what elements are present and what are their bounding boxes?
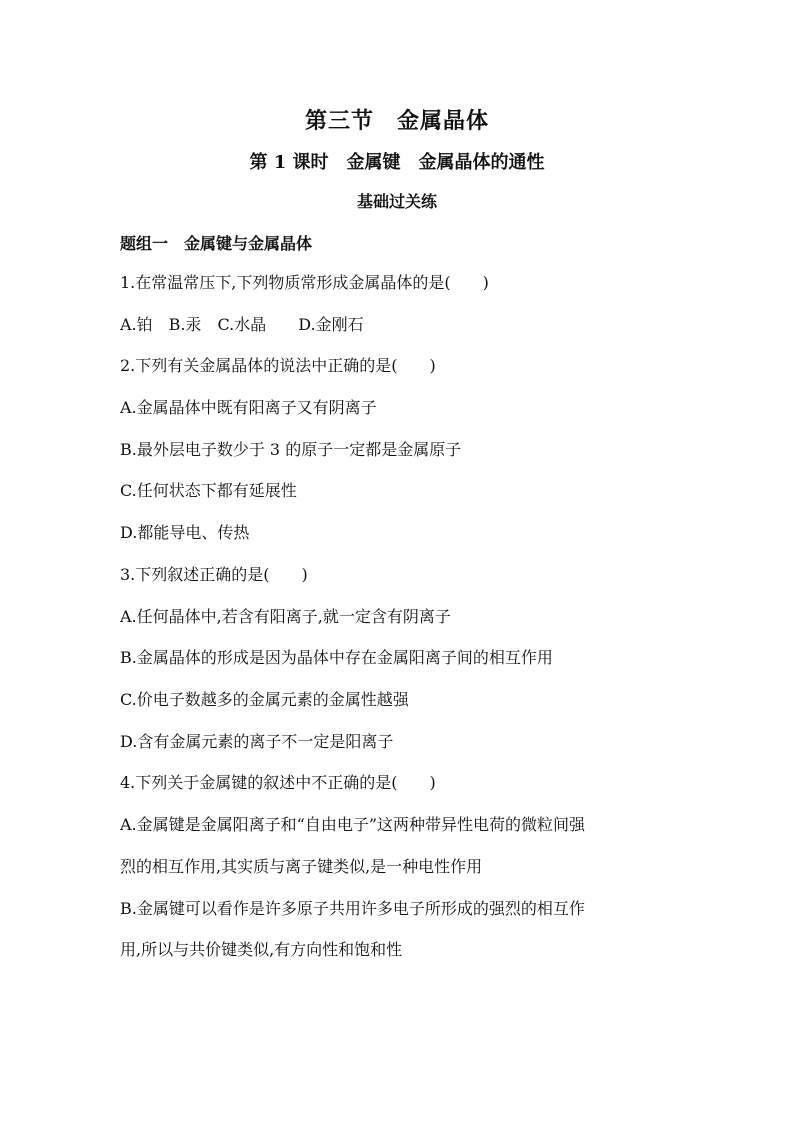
question-2-option-a: A.金属晶体中既有阳离子又有阴离子 [120,398,377,417]
question-2-option-b: B.最外层电子数少于 3 的原子一定都是金属原子 [120,440,462,459]
question-3-option-c: C.价电子数越多的金属元素的金属性越强 [120,690,409,709]
question-4-option-a-line-1: A.金属键是金属阳离子和“自由电子”这两种带异性电荷的微粒间强 [120,815,586,834]
question-1-stem: 1.在常温常压下,下列物质常形成金属晶体的是( ) [120,273,489,292]
question-4-stem: 4.下列关于金属键的叙述中不正确的是( ) [120,773,436,792]
question-2-option-d: D.都能导电、传热 [120,523,250,542]
question-4-option-b-line-2: 用,所以与共价键类似,有方向性和饱和性 [120,940,403,959]
question-3-option-b: B.金属晶体的形成是因为晶体中存在金属阳离子间的相互作用 [120,648,553,667]
question-3-option-d: D.含有金属元素的离子不一定是阳离子 [120,732,394,751]
lesson-subtitle: 第 1 课时 金属键 金属晶体的通性 [249,152,545,173]
question-2-stem: 2.下列有关金属晶体的说法中正确的是( ) [120,356,436,375]
page-title: 第三节 金属晶体 [304,108,489,134]
question-1-options: A.铂 B.汞 C.水晶 D.金刚石 [120,315,364,334]
question-4-option-b-line-1: B.金属键可以看作是许多原子共用许多电子所形成的强烈的相互作 [120,899,585,918]
group-heading: 题组一 金属键与金属晶体 [120,234,313,253]
question-3-stem: 3.下列叙述正确的是( ) [120,565,308,584]
question-3-option-a: A.任何晶体中,若含有阳离子,就一定含有阴离子 [120,607,451,626]
question-2-option-c: C.任何状态下都有延展性 [120,481,297,500]
question-4-option-a-line-2: 烈的相互作用,其实质与离子键类似,是一种电性作用 [120,857,483,876]
section-heading: 基础过关练 [356,192,437,211]
